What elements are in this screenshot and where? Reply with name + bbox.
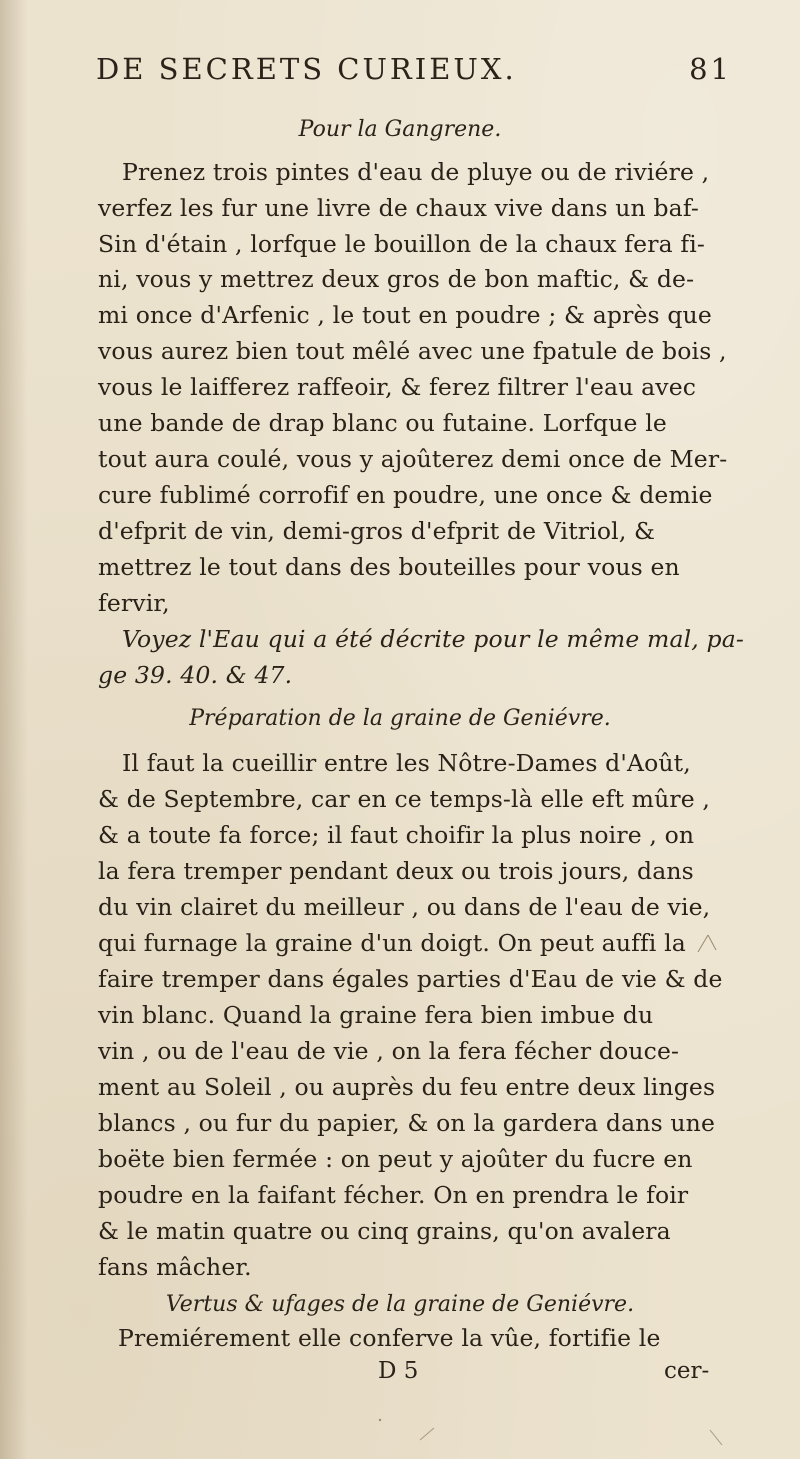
text-line: verfez les fur une livre de chaux vive dans un baf- bbox=[98, 194, 699, 222]
text-line: Sin d'étain , lorfque le bouillon de la chaux fera fi- bbox=[98, 230, 705, 258]
signature-mark: D 5 bbox=[378, 1358, 419, 1384]
text-line: vous le laifferez raffeoir, & ferez filtrer l'eau avec bbox=[98, 373, 697, 401]
text-line: & de Septembre, car en ce temps-là elle eft mûre , bbox=[98, 785, 711, 813]
text-line: ment au Soleil , ou auprès du feu entre deux linges bbox=[98, 1073, 716, 1101]
text-line: tout aura coulé, vous y ajoûterez demi once de Mer- bbox=[98, 445, 728, 473]
text-line: Il faut la cueillir entre les Nôtre-Dames d'Août, bbox=[122, 749, 691, 777]
text-line: & a toute fa force; il faut choifir la plus noire , on bbox=[98, 821, 695, 849]
text-line: blancs , ou fur du papier, & on la gardera dans une bbox=[98, 1109, 716, 1137]
cross-reference-note-cont: ge 39. 40. & 47. bbox=[98, 661, 293, 689]
catchword: cer- bbox=[664, 1358, 710, 1384]
text-line: vous aurez bien tout mêlé avec une fpatule de bois , bbox=[98, 337, 727, 365]
text-line: cure fublimé corrofif en poudre, une once & demie bbox=[98, 481, 713, 509]
section-title-gangrene: Pour la Gangrene. bbox=[298, 117, 502, 142]
text-line: la fera tremper pendant deux ou trois jours, dans bbox=[98, 857, 694, 885]
text-line: d'efprit de vin, demi-gros d'efprit de Vitriol, & bbox=[98, 517, 656, 545]
cross-reference-note: Voyez l'Eau qui a été décrite pour le même mal, pa- bbox=[122, 625, 744, 653]
text-line: fans mâcher. bbox=[98, 1253, 252, 1281]
text-line: & le matin quatre ou cinq grains, qu'on avalera bbox=[98, 1217, 671, 1245]
section-title-vertus: Vertus & ufages de la graine de Geniévre. bbox=[165, 1292, 635, 1317]
text-line: Prenez trois pintes d'eau de pluye ou de riviére , bbox=[122, 158, 710, 186]
text-line: ni, vous y mettrez deux gros de bon maftic, & de- bbox=[98, 265, 695, 293]
text-line: poudre en la faifant fécher. On en prendra le foir bbox=[98, 1181, 689, 1209]
text-line: mi once d'Arfenic , le tout en poudre ; & après que bbox=[98, 301, 712, 329]
text-line: vin , ou de l'eau de vie , on la fera fécher douce- bbox=[98, 1037, 680, 1065]
text-line: boëte bien fermée : on peut y ajoûter du fucre en bbox=[98, 1145, 693, 1173]
text-line: qui furnage la graine d'un doigt. On peut auffi la bbox=[98, 929, 686, 957]
text-line: vin blanc. Quand la graine fera bien imbue du bbox=[98, 1001, 654, 1029]
text-line: faire tremper dans égales parties d'Eau de vie & de bbox=[98, 965, 723, 993]
text-line: une bande de drap blanc ou futaine. Lorfque le bbox=[98, 409, 667, 437]
text-line: Premiérement elle conferve la vûe, fortifie le bbox=[118, 1324, 661, 1352]
running-head: DE SECRETS CURIEUX. bbox=[96, 52, 517, 86]
text-line: fervir, bbox=[98, 589, 170, 617]
page-number: 81 bbox=[689, 52, 732, 86]
text-line: mettrez le tout dans des bouteilles pour vous en bbox=[98, 553, 680, 581]
text-line: du vin clairet du meilleur , ou dans de l'eau de vie, bbox=[98, 893, 711, 921]
section-title-genievre: Préparation de la graine de Geniévre. bbox=[189, 706, 611, 731]
page-header bbox=[96, 52, 732, 92]
